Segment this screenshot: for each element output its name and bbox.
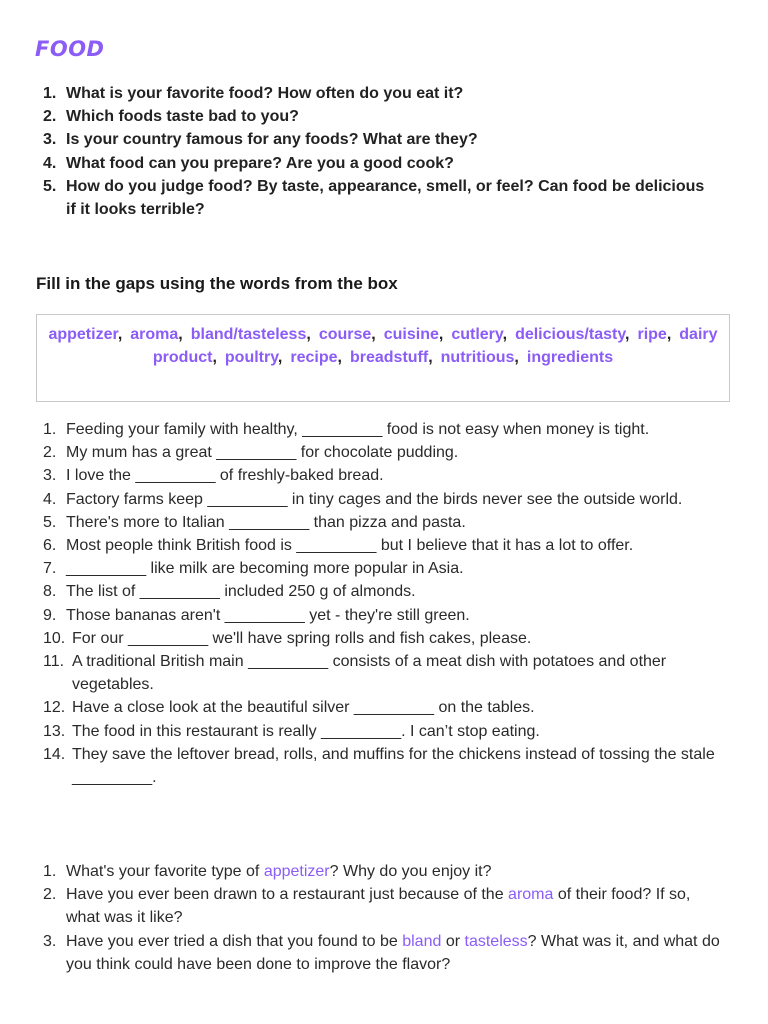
item-number: 14. (43, 745, 66, 763)
list-item (35, 82, 715, 105)
word-box-word: poultry (224, 349, 278, 367)
item-number: 5. (43, 513, 57, 531)
list-item (35, 488, 725, 511)
item-text: They save the leftover bread, rolls, and muffins for the chickens instead of tossing the stale _________. (72, 745, 715, 787)
item-text: I love the _________ of freshly-baked bread. (66, 467, 384, 485)
item-text: Is your country famous for any foods? What are they? (66, 131, 478, 149)
list-item (35, 152, 715, 175)
list-item (35, 696, 725, 719)
vocabulary-discussion-list (35, 860, 725, 976)
list-item (35, 464, 725, 487)
word-separator: , (438, 326, 444, 343)
list-item (35, 418, 725, 441)
item-number: 2. (43, 886, 57, 904)
highlighted-word: tasteless (464, 932, 528, 950)
exercise-heading: Fill in the gaps using the words from the box (36, 274, 398, 293)
word-separator: , (625, 326, 630, 343)
word-separator: , (306, 326, 311, 343)
item-text: For our _________ we'll have spring rolls and fish cakes, please. (72, 629, 532, 647)
item-text: What food can you prepare? Are you a good cook? (66, 154, 454, 172)
item-number: 3. (43, 932, 57, 950)
item-text: Have a close look at the beautiful silver _________ on the tables. (72, 699, 535, 717)
list-item (35, 860, 725, 883)
list-item (35, 511, 725, 534)
word-separator: , (502, 326, 508, 343)
list-item (35, 883, 725, 929)
item-text: _________ like milk are becoming more popular in Asia. (66, 560, 464, 578)
list-item (35, 743, 725, 789)
list-item (35, 604, 725, 627)
discussion-questions-list (35, 82, 715, 221)
word-separator: , (117, 326, 123, 343)
item-number: 3. (43, 131, 57, 149)
word-box (36, 314, 730, 402)
word-separator: , (212, 349, 217, 367)
item-number: 9. (43, 606, 57, 624)
list-item (35, 930, 725, 976)
item-text: Which foods taste bad to you? (66, 108, 299, 126)
item-text: What is your favorite food? How often do you eat it? (66, 85, 464, 102)
item-number: 11. (43, 653, 65, 671)
word-separator: , (371, 326, 376, 343)
item-text: Factory farms keep _________ in tiny cages and the birds never see the outside world. (66, 490, 683, 508)
item-text: A traditional British main _________ consists of a meat dish with potatoes and other vegetables. (72, 653, 667, 694)
word-separator: , (428, 349, 433, 367)
word-separator: , (277, 349, 283, 367)
list-item (35, 441, 725, 464)
item-number: 4. (43, 490, 57, 508)
highlighted-word: bland (402, 932, 442, 950)
item-text: Feeding your family with healthy, _________ food is not easy when money is tight. (66, 421, 650, 438)
item-number: 12. (43, 699, 66, 717)
item-text: How do you judge food? By taste, appearance, smell, or feel? Can food be delicious if it looks terrible? (66, 177, 705, 219)
word-separator: , (178, 326, 183, 343)
list-item (35, 650, 725, 696)
item-text: My mum has a great _________ for chocolate pudding. (66, 444, 459, 462)
word-box-word: breadstuff (349, 349, 429, 367)
item-number: 1. (43, 85, 57, 102)
item-number: 3. (43, 467, 57, 485)
item-number: 1. (43, 421, 57, 438)
list-item (35, 557, 725, 580)
item-text: The food in this restaurant is really _________. I can’t stop eating. (72, 722, 540, 740)
list-item (35, 128, 715, 151)
item-text: The list of _________ included 250 g of almonds. (66, 583, 416, 601)
item-text: ? What was it, and what do you think could have been done to improve the flavor? (66, 932, 720, 973)
item-number: 10. (43, 629, 66, 647)
item-text: Those bananas aren't _________ yet - they're still green. (66, 606, 470, 624)
item-number: 13. (43, 722, 66, 740)
item-number: 6. (43, 537, 57, 555)
list-item (35, 105, 715, 128)
list-item (35, 175, 715, 221)
list-item (35, 580, 725, 603)
word-box-word: course (318, 326, 372, 343)
word-separator: , (337, 349, 342, 367)
item-text: ? Why do you enjoy it? (329, 863, 492, 880)
item-number: 2. (43, 108, 57, 126)
item-text: Have you ever tried a dish that you found to be (66, 932, 403, 950)
item-text: or (441, 932, 465, 950)
word-separator: , (514, 349, 519, 367)
item-text: of their food? If so, what was it like? (66, 886, 691, 927)
word-separator: , (666, 326, 672, 343)
word-box-word: cutlery (451, 326, 503, 343)
word-box-word: cuisine (383, 326, 439, 343)
word-box-word: appetizer (48, 326, 118, 343)
list-item (35, 627, 725, 650)
item-number: 2. (43, 444, 57, 462)
list-item (35, 534, 725, 557)
word-box-word: dairy product (152, 326, 718, 367)
highlighted-word: aroma (508, 886, 554, 904)
list-item (35, 720, 725, 743)
item-number: 4. (43, 154, 57, 172)
item-text: What's your favorite type of (66, 863, 264, 880)
highlighted-word: appetizer (263, 863, 330, 880)
word-box-word: aroma (130, 326, 179, 343)
gap-fill-list (35, 418, 725, 789)
word-box-word: bland/tasteless (190, 326, 307, 343)
word-box-word: nutritious (440, 349, 515, 367)
word-box-word: recipe (290, 349, 338, 367)
item-number: 1. (43, 863, 57, 880)
item-text: Most people think British food is _________ but I believe that it has a lot to offer. (66, 537, 634, 555)
page-title: FOOD (35, 37, 105, 61)
item-text: There's more to Italian _________ than pizza and pasta. (66, 513, 466, 531)
item-text: Have you ever been drawn to a restaurant just because of the (66, 886, 509, 904)
word-box-word: ripe (637, 326, 667, 343)
word-box-word: ingredients (526, 349, 614, 367)
item-number: 5. (43, 177, 57, 195)
item-number: 7. (43, 560, 57, 578)
word-box-word: delicious/tasty (515, 326, 626, 343)
item-number: 8. (43, 583, 57, 601)
